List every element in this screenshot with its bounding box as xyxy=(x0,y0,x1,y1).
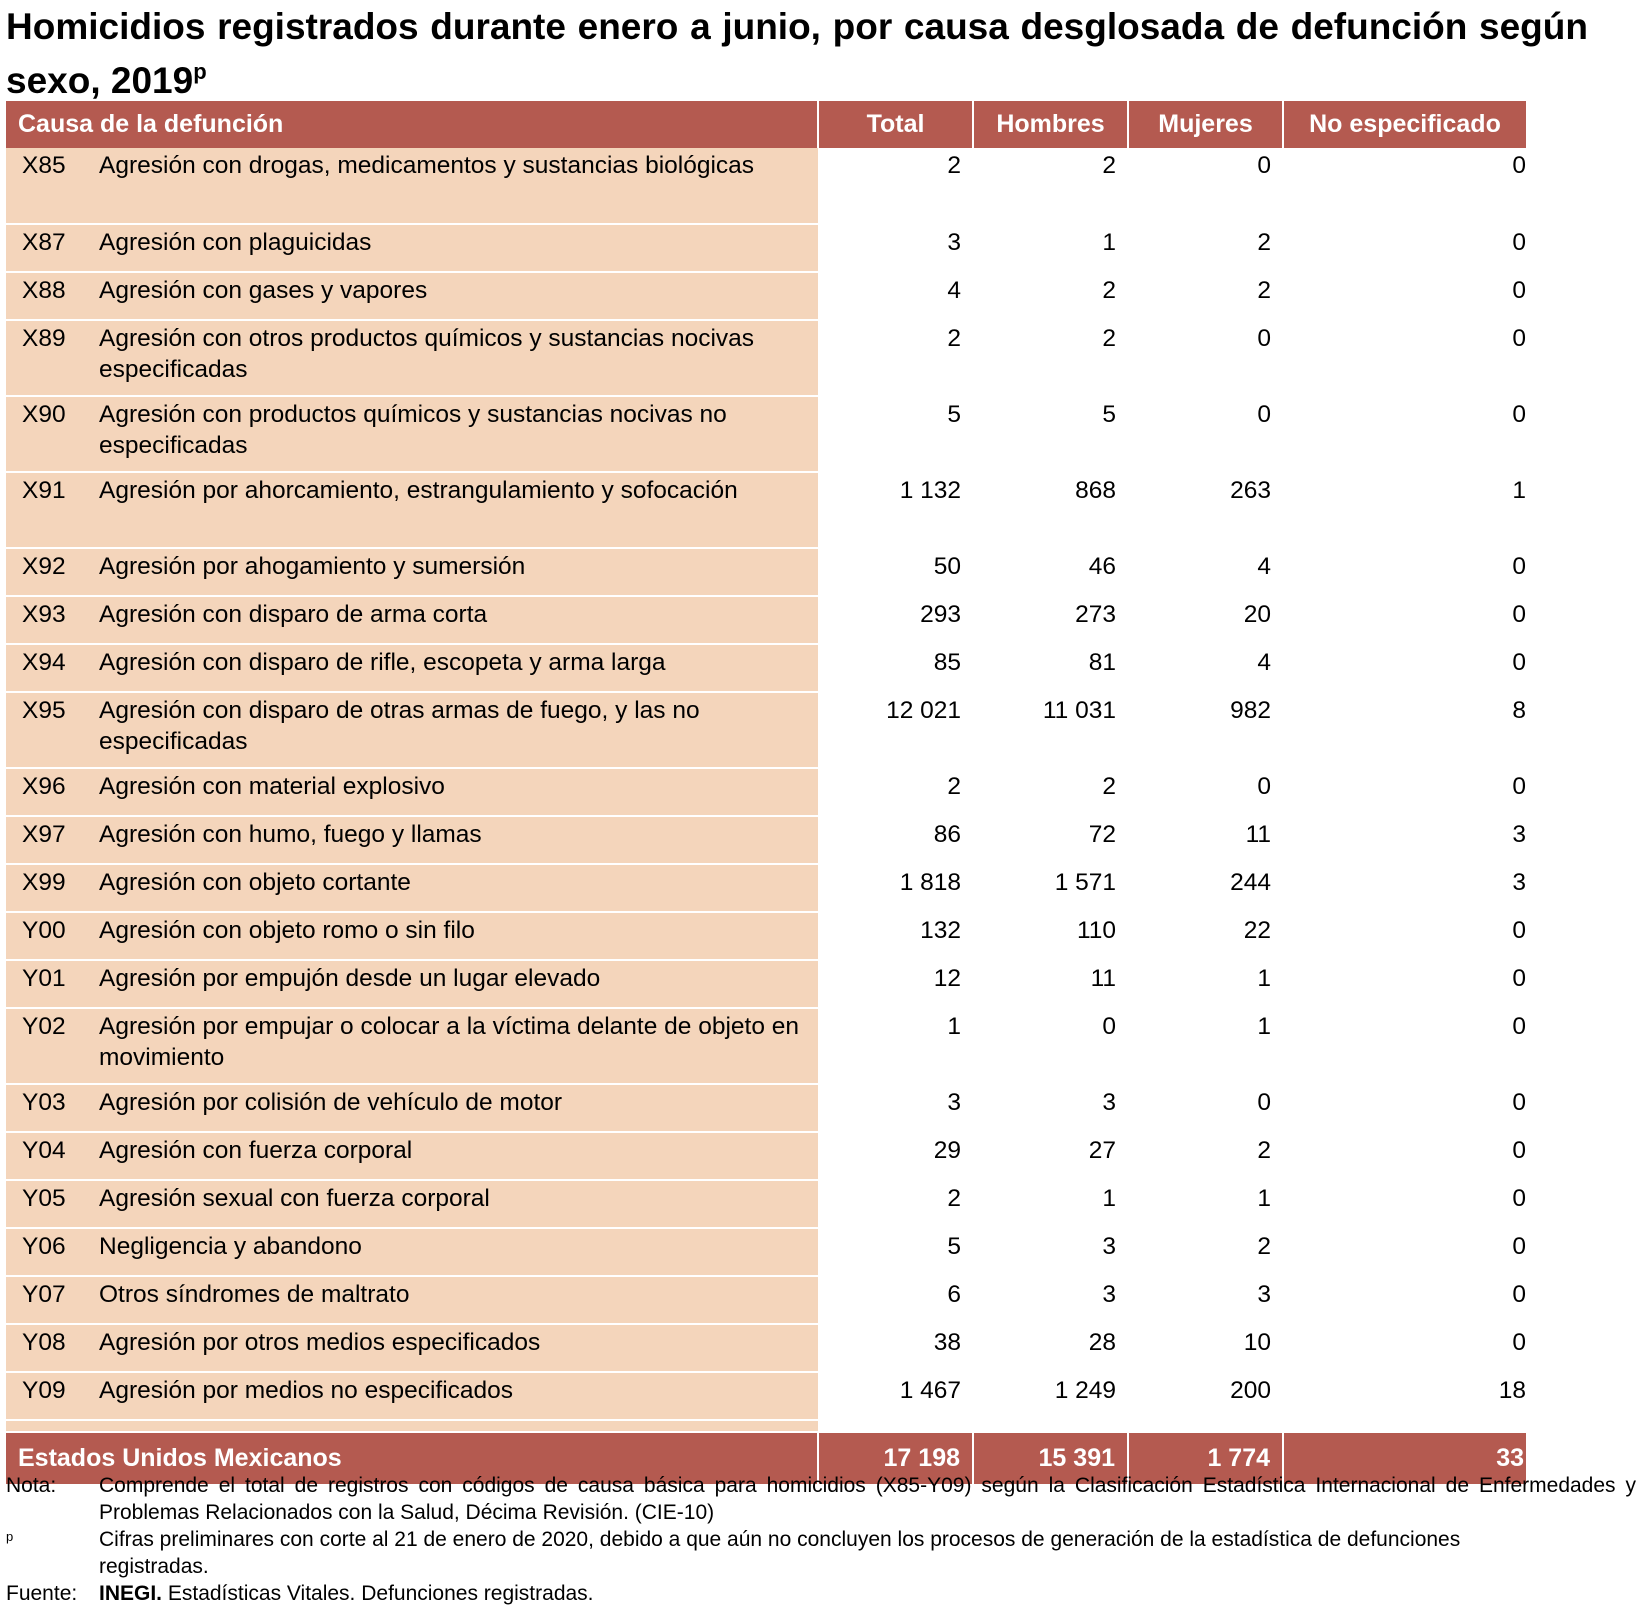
cause-code: Y01 xyxy=(6,960,99,1008)
value-mujeres: 0 xyxy=(1128,148,1283,224)
table-row xyxy=(6,1132,1526,1180)
cause-code: X92 xyxy=(6,548,99,596)
table-notes xyxy=(6,1472,1636,1607)
value-total: 1 xyxy=(818,1008,973,1084)
table-row xyxy=(6,1276,1526,1324)
header-row xyxy=(6,101,1526,148)
value-total: 12 xyxy=(818,960,973,1008)
cause-description: Agresión con productos químicos y sustancias nocivas no especificadas xyxy=(99,396,818,472)
note-preliminary xyxy=(6,1526,1636,1580)
value-total: 2 xyxy=(818,320,973,396)
value-no-especificado: 3 xyxy=(1283,864,1526,912)
value-no-especificado: 0 xyxy=(1283,224,1526,272)
value-hombres: 1 xyxy=(973,1180,1128,1228)
cause-code: X97 xyxy=(6,816,99,864)
cause-code: Y06 xyxy=(6,1228,99,1276)
value-total: 2 xyxy=(818,1180,973,1228)
spacer-cell xyxy=(99,1420,818,1432)
value-total: 5 xyxy=(818,396,973,472)
note-p-text: Cifras preliminares con corte al 21 de enero de 2020, debido a que aún no concluyen los procesos de generación de la estadística de defunciones registradas. xyxy=(99,1528,1461,1578)
value-mujeres: 0 xyxy=(1128,320,1283,396)
value-no-especificado: 0 xyxy=(1283,960,1526,1008)
value-hombres: 3 xyxy=(973,1276,1128,1324)
table-header xyxy=(6,101,1526,148)
value-mujeres: 4 xyxy=(1128,644,1283,692)
cause-description: Agresión con fuerza corporal xyxy=(99,1132,818,1180)
cause-description: Otros síndromes de maltrato xyxy=(99,1276,818,1324)
note-fuente-bold: INEGI. xyxy=(99,1582,163,1605)
cause-description: Agresión por ahorcamiento, estrangulamiento y sofocación xyxy=(99,472,818,548)
value-hombres: 81 xyxy=(973,644,1128,692)
table-spacer xyxy=(6,1420,1526,1432)
cause-code: Y00 xyxy=(6,912,99,960)
value-total: 2 xyxy=(818,768,973,816)
value-total: 3 xyxy=(818,1084,973,1132)
value-no-especificado: 0 xyxy=(1283,272,1526,320)
value-total: 293 xyxy=(818,596,973,644)
cause-code: X85 xyxy=(6,148,99,224)
value-mujeres: 11 xyxy=(1128,816,1283,864)
value-hombres: 2 xyxy=(973,272,1128,320)
cause-code: X91 xyxy=(6,472,99,548)
value-hombres: 0 xyxy=(973,1008,1128,1084)
value-mujeres: 0 xyxy=(1128,768,1283,816)
note-fuente-key: Fuente: xyxy=(6,1582,78,1605)
note-fuente xyxy=(6,1580,1636,1607)
value-no-especificado: 0 xyxy=(1283,1324,1526,1372)
cause-description: Agresión con gases y vapores xyxy=(99,272,818,320)
cause-description: Agresión con disparo de rifle, escopeta y arma larga xyxy=(99,644,818,692)
value-mujeres: 2 xyxy=(1128,1228,1283,1276)
value-mujeres: 2 xyxy=(1128,272,1283,320)
cause-code: Y03 xyxy=(6,1084,99,1132)
value-mujeres: 1 xyxy=(1128,960,1283,1008)
value-total: 50 xyxy=(818,548,973,596)
value-no-especificado: 0 xyxy=(1283,396,1526,472)
page-title xyxy=(6,0,1588,108)
cause-description: Agresión con disparo de arma corta xyxy=(99,596,818,644)
value-hombres: 11 xyxy=(973,960,1128,1008)
value-mujeres: 200 xyxy=(1128,1372,1283,1420)
value-mujeres: 982 xyxy=(1128,692,1283,768)
value-no-especificado: 0 xyxy=(1283,912,1526,960)
table-row xyxy=(6,1180,1526,1228)
note-fuente-rest: Estadísticas Vitales. Defunciones registradas. xyxy=(162,1582,594,1605)
note-nota-text: Comprende el total de registros con códigos de causa básica para homicidios (X85-Y09) según la Clasificación Estadística Internacional de Enfermedades y Problemas Relacionados con la Salud, Décima Revisión. (CIE-10) xyxy=(99,1474,1636,1524)
value-no-especificado: 3 xyxy=(1283,816,1526,864)
value-total: 2 xyxy=(818,148,973,224)
note-nota-key: Nota: xyxy=(6,1474,57,1497)
value-mujeres: 263 xyxy=(1128,472,1283,548)
cause-code: X90 xyxy=(6,396,99,472)
value-no-especificado: 0 xyxy=(1283,320,1526,396)
table-row xyxy=(6,320,1526,396)
spacer-cell xyxy=(818,1420,973,1432)
value-hombres: 3 xyxy=(973,1228,1128,1276)
value-no-especificado: 18 xyxy=(1283,1372,1526,1420)
cause-description: Agresión por empujón desde un lugar elevado xyxy=(99,960,818,1008)
cause-description: Agresión por empujar o colocar a la víctima delante de objeto en movimiento xyxy=(99,1008,818,1084)
total-mujeres: 1 774 xyxy=(1128,1432,1283,1484)
cause-code: X96 xyxy=(6,768,99,816)
value-mujeres: 10 xyxy=(1128,1324,1283,1372)
value-total: 38 xyxy=(818,1324,973,1372)
table-body xyxy=(6,148,1526,1432)
table-row xyxy=(6,1324,1526,1372)
value-mujeres: 244 xyxy=(1128,864,1283,912)
value-no-especificado: 0 xyxy=(1283,1008,1526,1084)
value-mujeres: 1 xyxy=(1128,1180,1283,1228)
value-total: 5 xyxy=(818,1228,973,1276)
spacer-cell xyxy=(973,1420,1128,1432)
table-row xyxy=(6,596,1526,644)
cause-code: Y04 xyxy=(6,1132,99,1180)
value-total: 86 xyxy=(818,816,973,864)
value-hombres: 28 xyxy=(973,1324,1128,1372)
value-total: 132 xyxy=(818,912,973,960)
table-row xyxy=(6,692,1526,768)
value-no-especificado: 0 xyxy=(1283,1132,1526,1180)
value-hombres: 2 xyxy=(973,148,1128,224)
value-mujeres: 2 xyxy=(1128,224,1283,272)
value-no-especificado: 0 xyxy=(1283,768,1526,816)
value-hombres: 273 xyxy=(973,596,1128,644)
table-row xyxy=(6,396,1526,472)
note-nota xyxy=(6,1472,1636,1526)
value-total: 12 021 xyxy=(818,692,973,768)
spacer-cell xyxy=(1283,1420,1526,1432)
table-row xyxy=(6,960,1526,1008)
cause-code: X93 xyxy=(6,596,99,644)
value-mujeres: 20 xyxy=(1128,596,1283,644)
cause-description: Agresión con objeto romo o sin filo xyxy=(99,912,818,960)
table-row xyxy=(6,816,1526,864)
header-hombres: Hombres xyxy=(973,101,1128,148)
total-label: Estados Unidos Mexicanos xyxy=(6,1432,818,1484)
value-mujeres: 2 xyxy=(1128,1132,1283,1180)
value-no-especificado: 1 xyxy=(1283,472,1526,548)
header-causa: Causa de la defunción xyxy=(6,101,818,148)
value-total: 3 xyxy=(818,224,973,272)
table-row xyxy=(6,148,1526,224)
table-row xyxy=(6,1008,1526,1084)
table-row xyxy=(6,1084,1526,1132)
value-hombres: 1 xyxy=(973,224,1128,272)
value-no-especificado: 0 xyxy=(1283,548,1526,596)
cause-description: Agresión con drogas, medicamentos y sustancias biológicas xyxy=(99,148,818,224)
page-title-text: Homicidios registrados durante enero a junio, por causa desglosada de defunción según sexo, 2019 xyxy=(6,6,1588,101)
value-total: 6 xyxy=(818,1276,973,1324)
value-hombres: 1 249 xyxy=(973,1372,1128,1420)
spacer-cell xyxy=(6,1420,99,1432)
value-hombres: 110 xyxy=(973,912,1128,960)
value-mujeres: 1 xyxy=(1128,1008,1283,1084)
homicides-table xyxy=(6,101,1526,1484)
value-total: 1 467 xyxy=(818,1372,973,1420)
cause-code: Y08 xyxy=(6,1324,99,1372)
cause-description: Agresión con humo, fuego y llamas xyxy=(99,816,818,864)
value-hombres: 868 xyxy=(973,472,1128,548)
cause-code: X95 xyxy=(6,692,99,768)
cause-description: Agresión con otros productos químicos y sustancias nocivas especificadas xyxy=(99,320,818,396)
table-row xyxy=(6,224,1526,272)
value-hombres: 2 xyxy=(973,768,1128,816)
cause-description: Agresión con plaguicidas xyxy=(99,224,818,272)
cause-code: X87 xyxy=(6,224,99,272)
cause-code: Y07 xyxy=(6,1276,99,1324)
value-hombres: 72 xyxy=(973,816,1128,864)
table-row xyxy=(6,548,1526,596)
preliminary-superscript: p xyxy=(193,59,207,84)
value-hombres: 11 031 xyxy=(973,692,1128,768)
value-no-especificado: 0 xyxy=(1283,1228,1526,1276)
total-hombres: 15 391 xyxy=(973,1432,1128,1484)
cause-code: X89 xyxy=(6,320,99,396)
value-hombres: 1 571 xyxy=(973,864,1128,912)
cause-code: X94 xyxy=(6,644,99,692)
value-total: 1 818 xyxy=(818,864,973,912)
cause-description: Agresión con objeto cortante xyxy=(99,864,818,912)
cause-code: X88 xyxy=(6,272,99,320)
header-total: Total xyxy=(818,101,973,148)
value-hombres: 46 xyxy=(973,548,1128,596)
cause-code: X99 xyxy=(6,864,99,912)
cause-description: Agresión por medios no especificados xyxy=(99,1372,818,1420)
value-hombres: 3 xyxy=(973,1084,1128,1132)
value-hombres: 27 xyxy=(973,1132,1128,1180)
value-total: 4 xyxy=(818,272,973,320)
cause-code: Y09 xyxy=(6,1372,99,1420)
value-mujeres: 0 xyxy=(1128,396,1283,472)
value-mujeres: 22 xyxy=(1128,912,1283,960)
spacer-cell xyxy=(1128,1420,1283,1432)
header-no-especificado: No especificado xyxy=(1283,101,1526,148)
cause-description: Agresión con disparo de otras armas de fuego, y las no especificadas xyxy=(99,692,818,768)
cause-code: Y02 xyxy=(6,1008,99,1084)
value-mujeres: 4 xyxy=(1128,548,1283,596)
value-hombres: 5 xyxy=(973,396,1128,472)
table-row xyxy=(6,1228,1526,1276)
note-p-key: p xyxy=(6,1529,14,1544)
note-fuente-text xyxy=(99,1580,1636,1607)
cause-code: Y05 xyxy=(6,1180,99,1228)
cause-description: Agresión por otros medios especificados xyxy=(99,1324,818,1372)
cause-description: Agresión con material explosivo xyxy=(99,768,818,816)
value-hombres: 2 xyxy=(973,320,1128,396)
value-no-especificado: 0 xyxy=(1283,1180,1526,1228)
total-no-especificado: 33 xyxy=(1283,1432,1526,1484)
table-row xyxy=(6,472,1526,548)
cause-description: Agresión por ahogamiento y sumersión xyxy=(99,548,818,596)
value-total: 1 132 xyxy=(818,472,973,548)
value-total: 85 xyxy=(818,644,973,692)
table-row xyxy=(6,768,1526,816)
value-no-especificado: 0 xyxy=(1283,1084,1526,1132)
value-no-especificado: 0 xyxy=(1283,1276,1526,1324)
table-row xyxy=(6,864,1526,912)
value-total: 29 xyxy=(818,1132,973,1180)
table-row xyxy=(6,912,1526,960)
cause-description: Negligencia y abandono xyxy=(99,1228,818,1276)
total-total: 17 198 xyxy=(818,1432,973,1484)
cause-description: Agresión por colisión de vehículo de motor xyxy=(99,1084,818,1132)
table-row xyxy=(6,1372,1526,1420)
table-row xyxy=(6,272,1526,320)
cause-description: Agresión sexual con fuerza corporal xyxy=(99,1180,818,1228)
value-no-especificado: 0 xyxy=(1283,148,1526,224)
table-row xyxy=(6,644,1526,692)
value-mujeres: 0 xyxy=(1128,1084,1283,1132)
value-mujeres: 3 xyxy=(1128,1276,1283,1324)
value-no-especificado: 0 xyxy=(1283,596,1526,644)
value-no-especificado: 0 xyxy=(1283,644,1526,692)
header-mujeres: Mujeres xyxy=(1128,101,1283,148)
value-no-especificado: 8 xyxy=(1283,692,1526,768)
